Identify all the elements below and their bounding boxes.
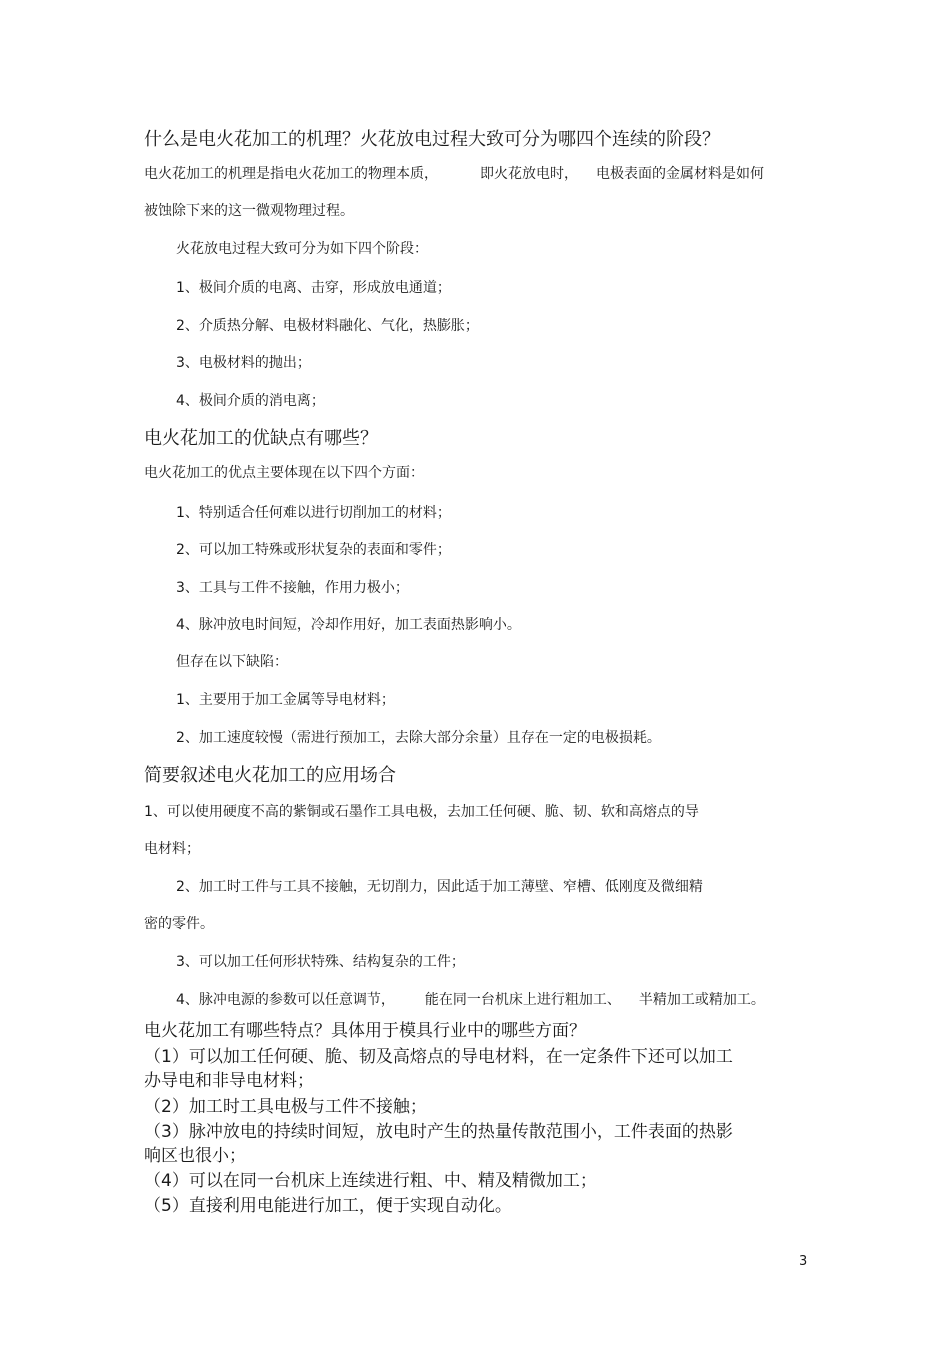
paragraph-line: 被蚀除下来的这一微观物理过程。 (144, 203, 354, 219)
heading-pros-cons: 电火花加工的优缺点有哪些？ (144, 428, 378, 449)
list-item: 3、工具与工件不接触，作用力极小； (176, 580, 409, 596)
text-fragment: 电极表面的金属材料是如何 (596, 166, 764, 182)
paragraph-line: 1、可以使用硬度不高的紫铜或石墨作工具电极，去加工任何硬、脆、韧、软和高熔点的导 (144, 804, 699, 820)
paragraph-line: （2）加工时工具电极与工件不接触； (144, 1097, 427, 1117)
paragraph-line: （1）可以加工任何硬、脆、韧及高熔点的导电材料，在一定条件下还可以加工 (144, 1047, 733, 1067)
paragraph-line (176, 989, 765, 1009)
paragraph-intro: 但存在以下缺陷： (176, 654, 288, 670)
list-item: 4、脉冲放电时间短，冷却作用好，加工表面热影响小。 (176, 617, 521, 633)
paragraph-line: 密的零件。 (144, 916, 214, 932)
text-fragment: 能在同一台机床上进行粗加工、 (424, 992, 621, 1008)
text-fragment: 半精加工或精加工。 (638, 992, 765, 1008)
paragraph-line: （5）直接利用电能进行加工，便于实现自动化。 (144, 1196, 512, 1216)
paragraph-line: （3）脉冲放电的持续时间短，放电时产生的热量传散范围小，工件表面的热影 (144, 1122, 733, 1142)
paragraph-line: 3、可以加工任何形状特殊、结构复杂的工件； (176, 954, 465, 970)
text-fragment: 电火花加工的机理是指电火花加工的物理本质， (144, 166, 438, 182)
list-item: 4、极间介质的消电离； (176, 393, 325, 409)
list-item: 1、主要用于加工金属等导电材料； (176, 692, 395, 708)
page-number: 3 (799, 1254, 808, 1269)
list-item: 1、特别适合任何难以进行切削加工的材料； (176, 505, 451, 521)
list-item: 3、电极材料的抛出； (176, 355, 311, 371)
paragraph-line: 2、加工时工件与工具不接触，无切削力，因此适于加工薄壁、窄槽、低刚度及微细精 (176, 879, 703, 895)
paragraph-intro: 电火花加工的优点主要体现在以下四个方面： (144, 465, 424, 481)
paragraph-line: 电材料； (144, 841, 200, 857)
paragraph-line (144, 163, 764, 183)
heading-mechanism: 什么是电火花加工的机理？火花放电过程大致可分为哪四个连续的阶段？ (144, 129, 720, 150)
paragraph-intro: 火花放电过程大致可分为如下四个阶段： (176, 241, 428, 257)
list-item: 2、可以加工特殊或形状复杂的表面和零件； (176, 542, 451, 558)
paragraph-line: 办导电和非导电材料； (144, 1071, 314, 1091)
list-item: 2、介质热分解、电极材料融化、气化，热膨胀； (176, 318, 479, 334)
paragraph-line: （4）可以在同一台机床上连续进行粗、中、精及精微加工； (144, 1171, 597, 1191)
paragraph-line: 响区也很小； (144, 1146, 246, 1166)
text-fragment: 即火花放电时， (480, 166, 578, 182)
list-item: 1、极间介质的电离、击穿，形成放电通道； (176, 280, 451, 296)
text-fragment: 4、脉冲电源的参数可以任意调节， (176, 992, 395, 1008)
list-item: 2、加工速度较慢（需进行预加工，去除大部分余量）且存在一定的电极损耗。 (176, 730, 661, 746)
heading-features: 电火花加工有哪些特点？具体用于模具行业中的哪些方面？ (144, 1021, 586, 1041)
heading-applications: 简要叙述电火花加工的应用场合 (144, 765, 396, 786)
